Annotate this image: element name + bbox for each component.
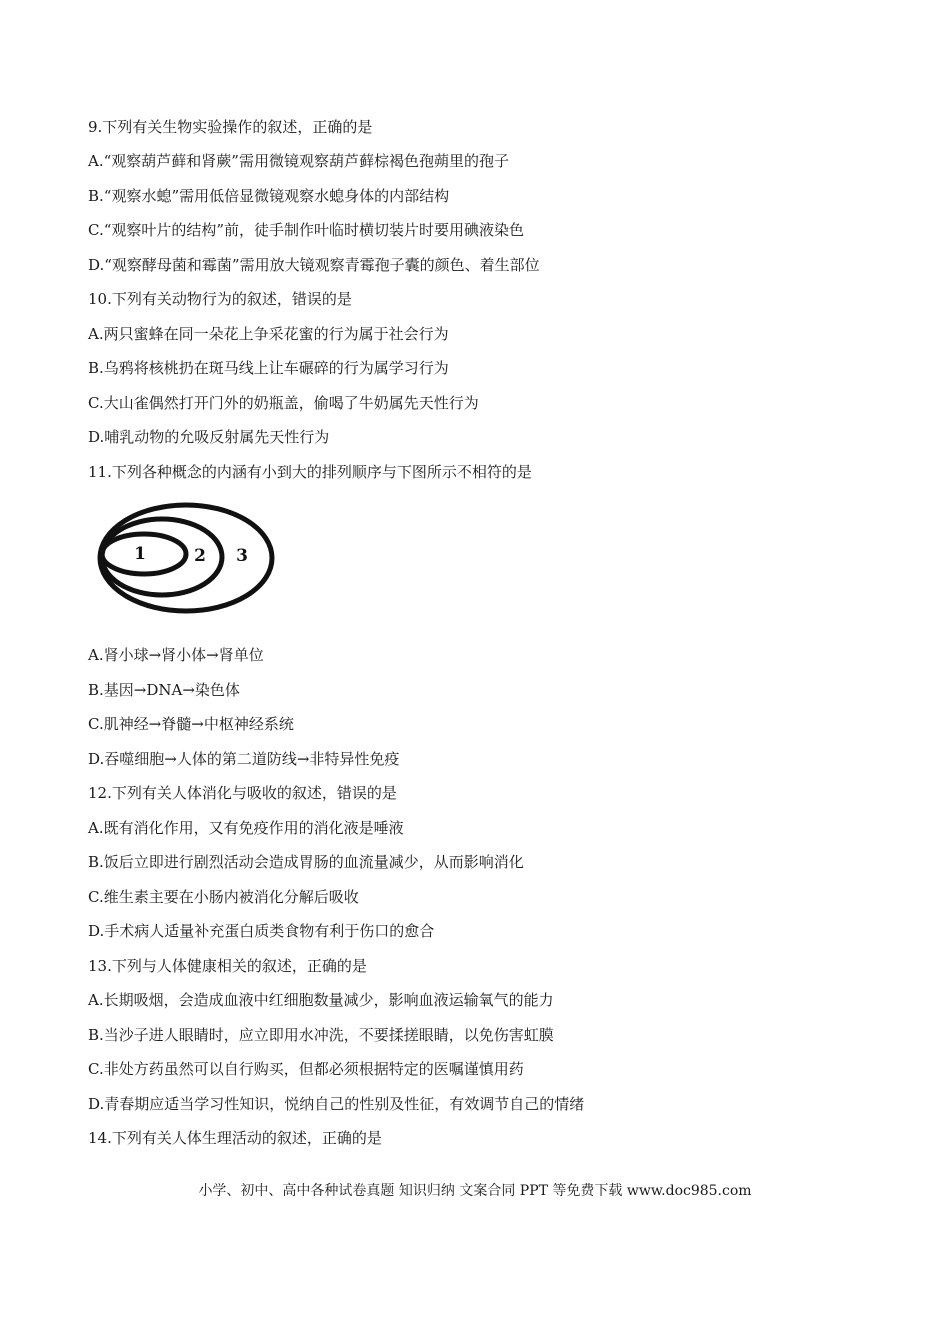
question-11-option-c: C.肌神经→脊髓→中枢神经系统 [88,715,294,733]
page-footer: 小学、初中、高中各种试卷真题 知识归纳 文案合同 PPT 等免费下载 www.doc985.com [198,1183,752,1199]
question-13-option-a: A.长期吸烟，会造成血液中红细胞数量减少，影响血液运输氧气的能力 [88,991,554,1009]
question-9-option-c: C.“观察叶片的结构”前，徒手制作叶临时横切装片时要用碘液染色 [88,221,525,239]
question-9-stem: 9.下列有关生物实验操作的叙述，正确的是 [88,118,373,136]
question-9-option-a: A.“观察葫芦藓和肾蕨”需用微镜观察葫芦藓棕褐色孢蒴里的孢子 [88,152,509,170]
nested-circles-diagram [96,500,278,618]
question-14-stem: 14.下列有关人体生理活动的叙述，正确的是 [88,1129,382,1147]
question-10-stem: 10.下列有关动物行为的叙述，错误的是 [88,290,352,308]
question-12-stem: 12.下列有关人体消化与吸收的叙述，错误的是 [88,784,397,802]
question-9-option-d: D.“观察酵母菌和霉菌”需用放大镜观察青霉孢子囊的颜色、着生部位 [88,256,540,274]
diagram-label-3: 3 [236,546,248,566]
diagram-label-1: 1 [134,544,146,564]
question-12-option-d: D.手术病人适量补充蛋白质类食物有利于伤口的愈合 [88,922,435,940]
question-12-option-b: B.饭后立即进行剧烈活动会造成胃肠的血流量减少，从而影响消化 [88,853,524,871]
question-13-option-c: C.非处方药虽然可以自行购买，但都必须根据特定的医嘱谨慎用药 [88,1060,524,1078]
question-13-stem: 13.下列与人体健康相关的叙述，正确的是 [88,957,367,975]
question-11-stem: 11.下列各种概念的内涵有小到大的排列顺序与下图所示不相符的是 [88,463,532,481]
question-11-option-b: B.基因→DNA→染色体 [88,681,240,699]
question-12-option-c: C.维生素主要在小肠内被消化分解后吸收 [88,888,359,906]
question-10-option-c: C.大山雀偶然打开门外的奶瓶盖，偷喝了牛奶属先天性行为 [88,394,479,412]
question-12-option-a: A.既有消化作用，又有免疫作用的消化液是唾液 [88,819,404,837]
question-9-option-b: B.“观察水螅”需用低倍显微镜观察水螅身体的内部结构 [88,187,450,205]
question-10-option-b: B.乌鸦将核桃扔在斑马线上让车碾碎的行为属学习行为 [88,359,449,377]
question-10-option-a: A.两只蜜蜂在同一朵花上争采花蜜的行为属于社会行为 [88,325,449,343]
question-13-option-d: D.青春期应适当学习性知识，悦纳自己的性别及性征，有效调节自己的情绪 [88,1095,585,1113]
question-11-option-a: A.肾小球→肾小体→肾单位 [88,646,264,664]
question-11-option-d: D.吞噬细胞→人体的第二道防线→非特异性免疫 [88,750,400,768]
question-10-option-d: D.哺乳动物的允吸反射属先天性行为 [88,428,330,446]
diagram-label-2: 2 [194,546,206,566]
question-13-option-b: B.当沙子进人眼睛时，应立即用水冲洗，不要揉搓眼睛，以免伤害虹膜 [88,1026,554,1044]
